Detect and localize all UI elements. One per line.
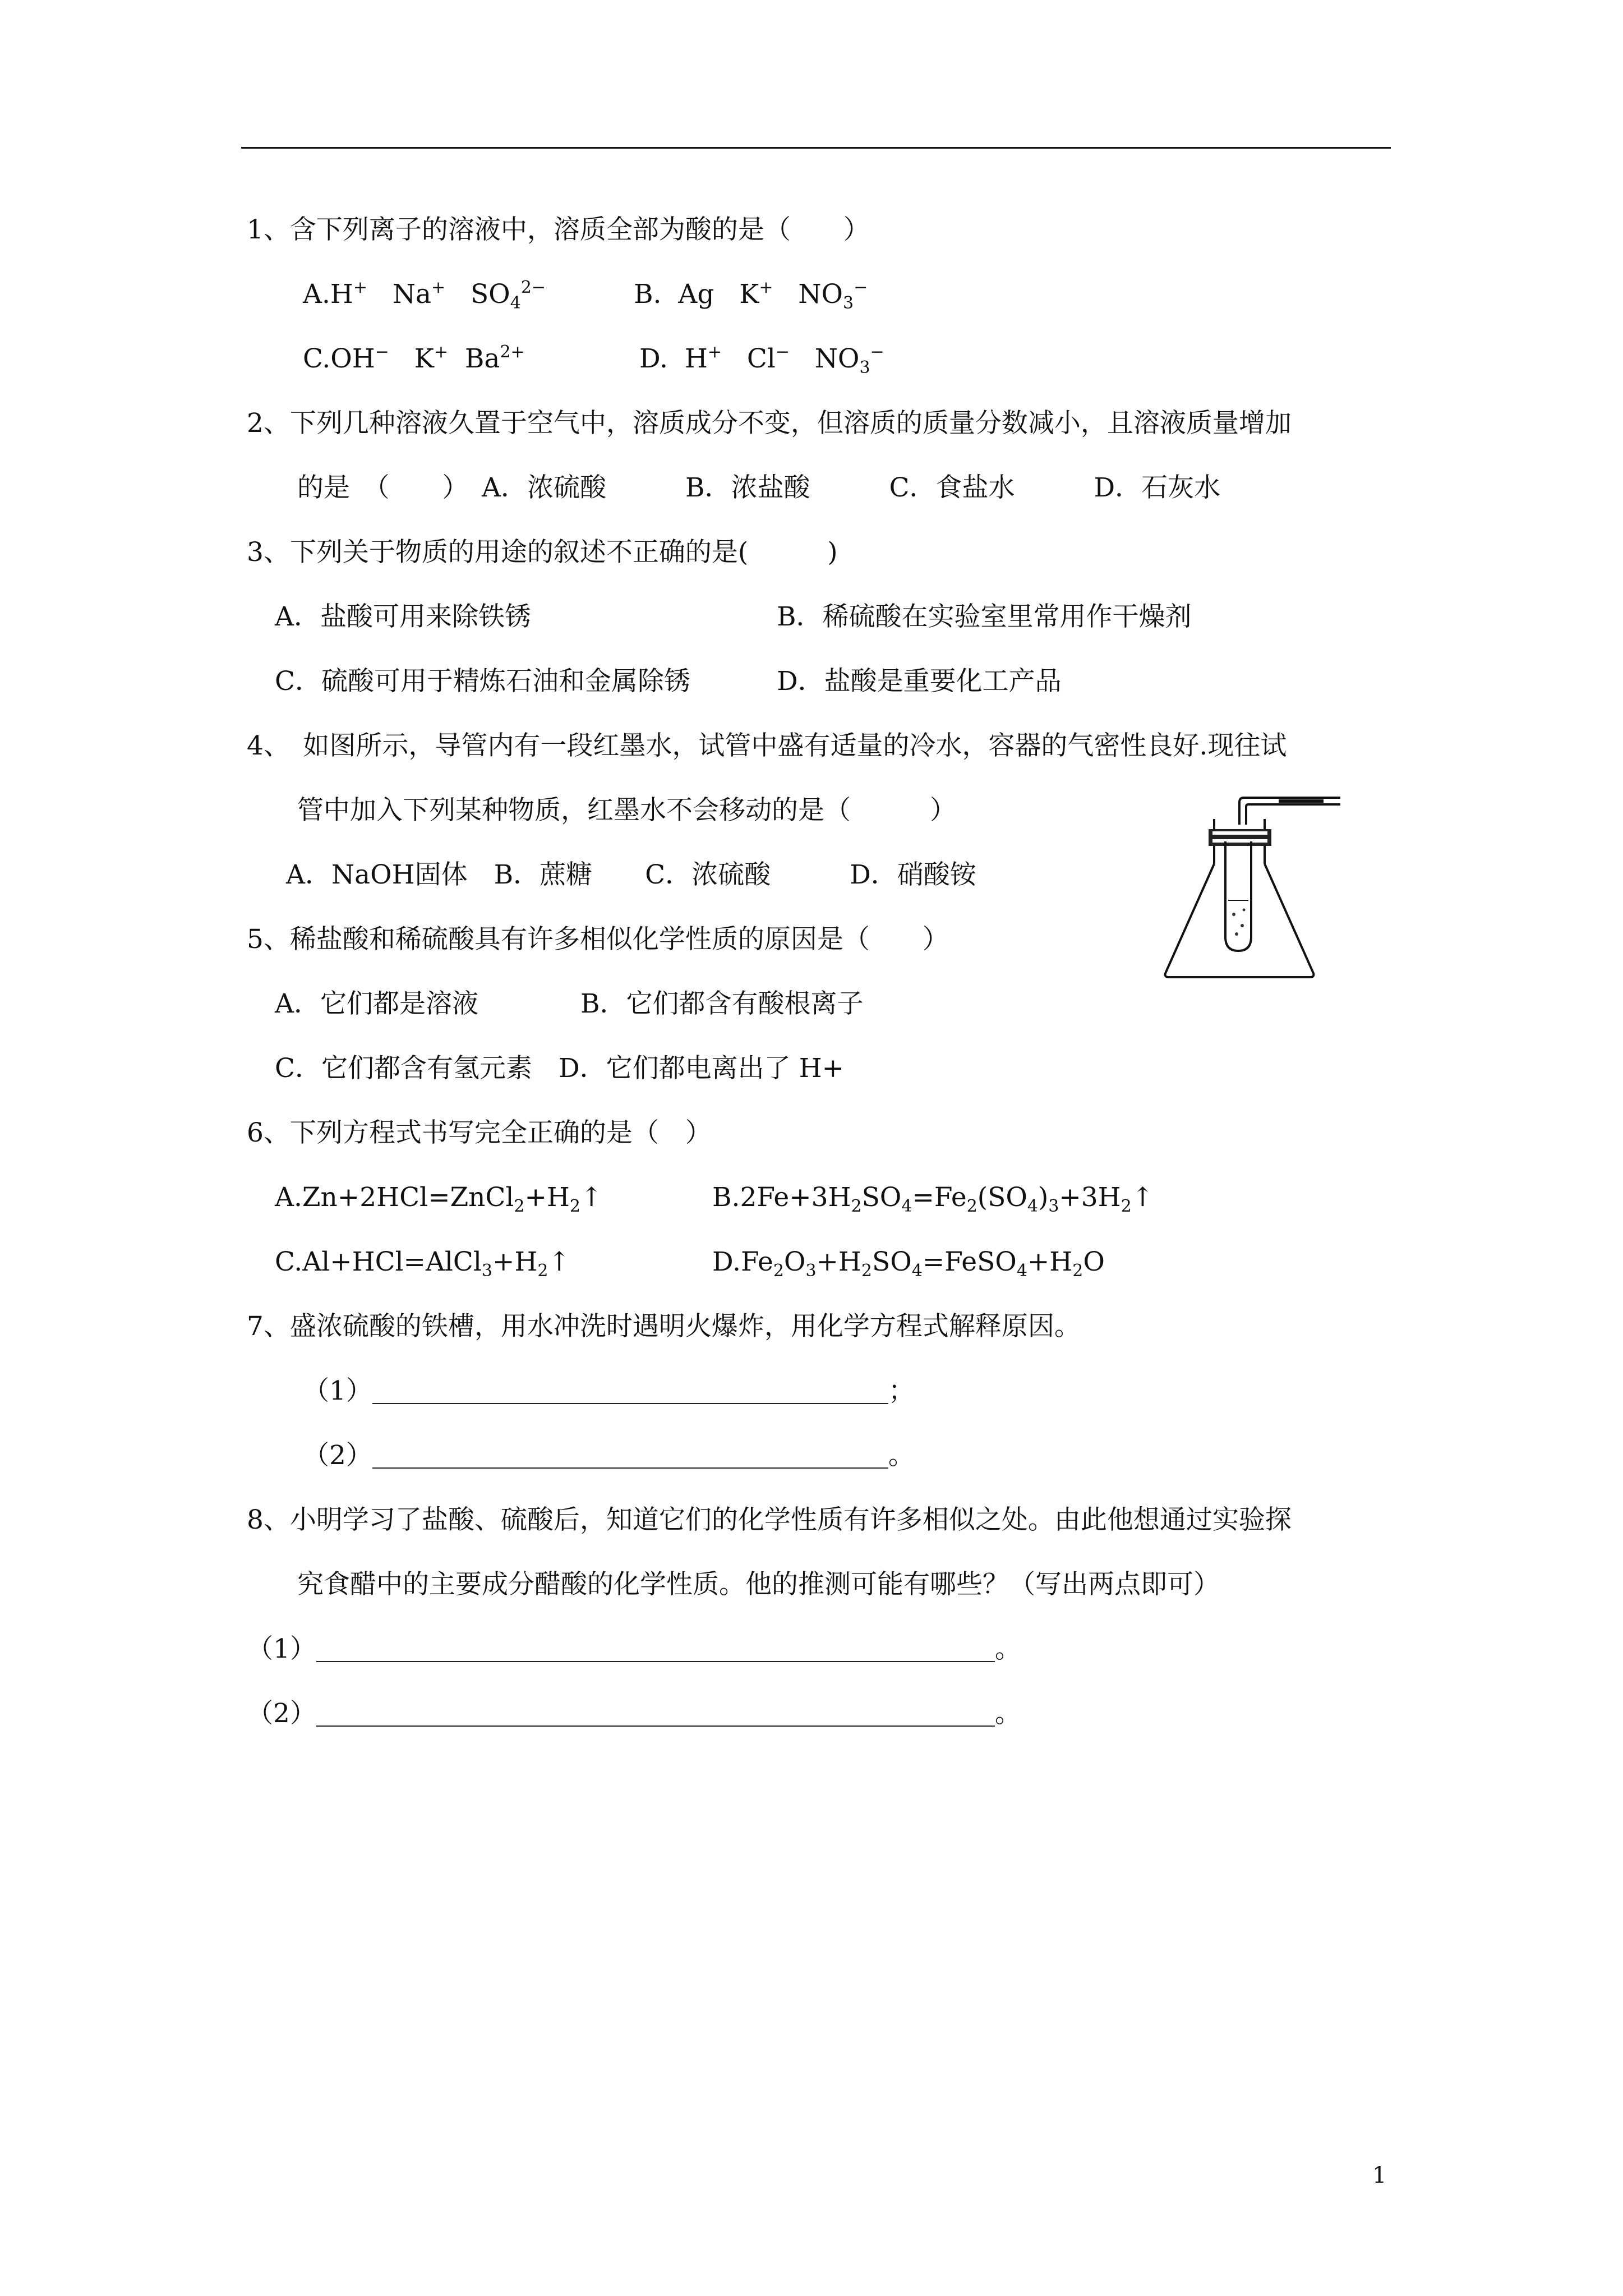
q3-option-b[interactable]: B．稀硫酸在实验室里常用作干燥剂 <box>777 601 1192 632</box>
q1-stem: 1、含下列离子的溶液中，溶质全部为酸的是（ ） <box>247 214 870 245</box>
q4-stem: 4、 如图所示，导管内有一段红墨水，试管中盛有适量的冷水，容器的气密性良好.现往试 <box>247 730 1287 761</box>
q2-stem: 2、下列几种溶液久置于空气中，溶质成分不变，但溶质的质量分数减小，且溶液质量增加 <box>247 408 1292 439</box>
q6-option-b[interactable]: $B.2Fe+3H_2SO_4=Fe_2(SO_4)_3+3H_2↑$ <box>712 1182 1154 1216</box>
q8-answer-2[interactable]: （2） 。 <box>247 1698 1021 1729</box>
q3-option-d[interactable]: D．盐酸是重要化工产品 <box>777 666 1062 697</box>
q5-stem: 5、稀盐酸和稀硫酸具有许多相似化学性质的原因是（ ） <box>247 924 949 955</box>
q6-option-c[interactable]: $C.Al+HCl=AlCl_3+H_2↑$ <box>275 1246 570 1281</box>
header-rule <box>241 147 1391 149</box>
q1-option-d[interactable]: D. H+ Cl− $NO_3^-$ <box>639 342 884 378</box>
q3-stem: 3、下列关于物质的用途的叙述不正确的是( ) <box>247 537 838 568</box>
q8-blank-2[interactable] <box>316 1701 995 1727</box>
q5-options-cd[interactable]: C．它们都含有氢元素 D．它们都电离出了 H+ <box>275 1053 844 1084</box>
q8-stem: 8、小明学习了盐酸、硫酸后，知道它们的化学性质有许多相似之处。由此他想通过实验探 <box>247 1504 1292 1535</box>
q8-stem-cont: 究食醋中的主要成分醋酸的化学性质。他的推测可能有哪些？（写出两点即可） <box>297 1569 1220 1600</box>
q3-option-c[interactable]: C．硫酸可用于精炼石油和金属除锈 <box>275 666 690 697</box>
q7-blank-1[interactable] <box>372 1378 888 1404</box>
flask-apparatus-figure <box>1155 785 1357 987</box>
q7-answer-1[interactable]: （1） ； <box>303 1375 915 1406</box>
q4-stem-cont: 管中加入下列某种物质，红墨水不会移动的是（ ） <box>297 795 956 826</box>
q3-option-a[interactable]: A．盐酸可用来除铁锈 <box>275 601 531 632</box>
q1-option-b[interactable]: B. Ag K+ $NO_3^-$ <box>634 278 868 313</box>
q7-stem: 7、盛浓硫酸的铁槽，用水冲洗时遇明火爆炸，用化学方程式解释原因。 <box>247 1311 1081 1342</box>
page-number: 1 <box>1372 2162 1387 2188</box>
q7-answer-2[interactable]: （2） 。 <box>303 1440 915 1471</box>
q5-option-b[interactable]: B．它们都含有酸根离子 <box>580 988 864 1019</box>
q5-option-a[interactable]: A．它们都是溶液 <box>275 988 478 1019</box>
q6-stem: 6、下列方程式书写完全正确的是（ ） <box>247 1117 712 1148</box>
q8-blank-1[interactable] <box>316 1636 995 1662</box>
q1-option-a[interactable]: A.H+ Na+ $SO_4^{2-}$ <box>303 278 546 313</box>
q7-blank-2[interactable] <box>372 1443 888 1469</box>
q6-option-a[interactable]: $A.Zn+2HCl=ZnCl_2+H_2↑$ <box>275 1182 603 1216</box>
q1-option-c[interactable]: C.OH− K+ $Ba^{2+}$ <box>303 342 525 374</box>
q4-options[interactable]: A．NaOH固体 B．蔗糖 C．浓硫酸 D．硝酸铵 <box>286 859 976 890</box>
q6-option-d[interactable]: $D.Fe_2O_3+H_2SO_4=FeSO_4+H_2O$ <box>712 1246 1105 1281</box>
q8-answer-1[interactable]: （1） 。 <box>247 1634 1021 1664</box>
q2-options[interactable]: 的是 （ ） A．浓硫酸 B．浓盐酸 C．食盐水 D．石灰水 <box>297 472 1221 503</box>
